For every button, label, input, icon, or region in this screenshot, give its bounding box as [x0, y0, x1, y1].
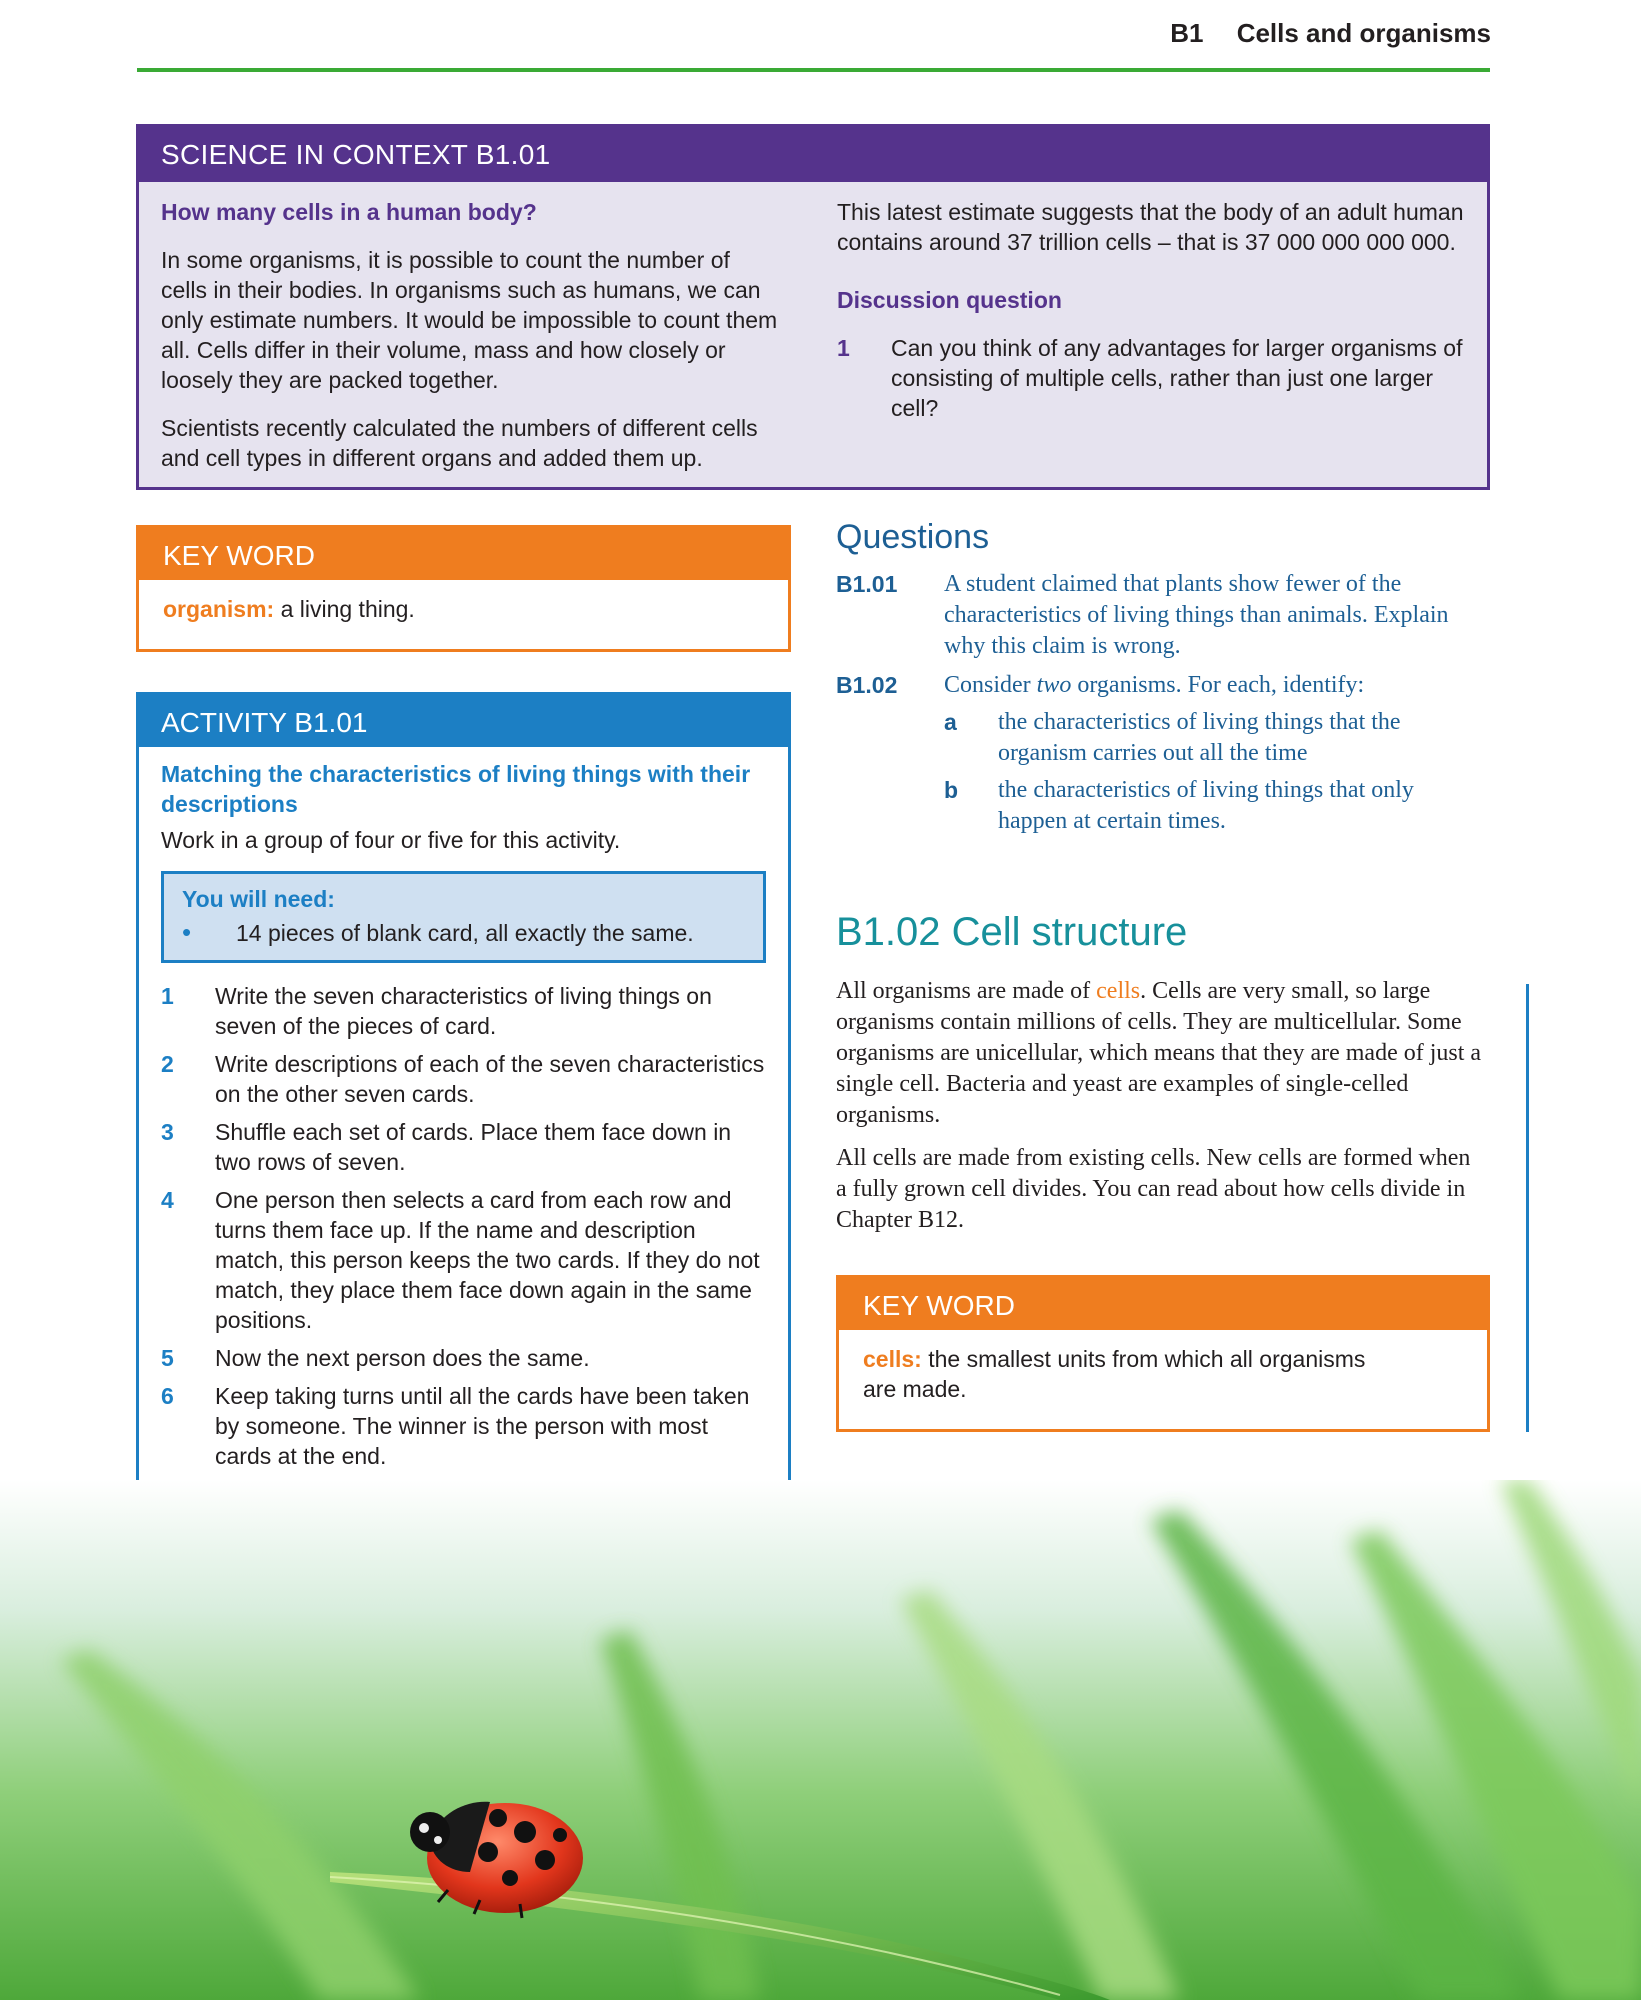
question-part-a [944, 707, 1486, 769]
key-word-definition [839, 1330, 1427, 1418]
you-will-need-text: 14 pieces of blank card, all exactly the same. [236, 920, 694, 946]
activity-step [161, 1343, 766, 1373]
activity-heading: Matching the characteristics of living things with their descriptions [161, 761, 751, 817]
key-word-term: organism: [163, 596, 275, 622]
section-paragraph-1 [836, 976, 1486, 1131]
activity-step [161, 1381, 766, 1471]
science-in-context-title: SCIENCE IN CONTEXT B1.01 [139, 127, 1487, 182]
section-title: B1.02 Cell structure [836, 910, 1188, 954]
question-b1-02 [836, 670, 1486, 701]
bullet-icon: • [182, 917, 192, 947]
activity-step [161, 981, 766, 1041]
science-in-context-left-column [161, 197, 781, 491]
you-will-need-item [182, 918, 745, 948]
paragraph-text: . Cells are very small, so large organisms contain millions of cells. They are multicellular. Some organisms are unicellular, which means that they are made of just a single cell. Bacteria and yeast are examples of single-celled organisms. [836, 978, 1482, 1128]
key-word-box-organism [136, 525, 791, 652]
chapter-code: B1 [1170, 18, 1204, 48]
you-will-need-box [161, 871, 766, 963]
paragraph-text: All organisms are made of [836, 978, 1097, 1004]
key-word-meaning: a living thing. [274, 596, 415, 622]
section-paragraph-2: All cells are made from existing cells. New cells are formed when a fully grown cell divides. You can read about how cells divide in Chapter B12. [836, 1145, 1471, 1233]
step-text: Now the next person does the same. [215, 1345, 590, 1371]
question-b1-01 [836, 569, 1486, 662]
step-text: Write descriptions of each of the seven characteristics on the other seven cards. [215, 1051, 765, 1107]
section-body [836, 976, 1486, 1248]
activity-steps [161, 981, 766, 1471]
question-text [944, 670, 1364, 701]
step-text: Shuffle each set of cards. Place them face down in two rows of seven. [215, 1119, 732, 1175]
key-word-title: KEY WORD [139, 528, 788, 580]
science-in-context-heading: How many cells in a human body? [161, 199, 537, 225]
key-word-title: KEY WORD [839, 1278, 1487, 1330]
activity-intro: Work in a group of four or five for this activity. [161, 827, 621, 853]
running-head [1170, 18, 1491, 49]
activity-step [161, 1185, 766, 1335]
discussion-question [837, 333, 1467, 423]
discussion-number: 1 [837, 335, 850, 361]
question-text-pre: Consider [944, 672, 1037, 698]
step-text: Keep taking turns until all the cards have been taken by someone. The winner is the person with most cards at the end. [215, 1383, 750, 1469]
science-in-context-box [136, 124, 1490, 490]
key-word-box-cells [836, 1275, 1490, 1432]
discussion-text: Can you think of any advantages for larger organisms of consisting of multiple cells, rather than just one larger cell? [891, 335, 1463, 421]
questions-section [836, 518, 1486, 837]
chapter-title: Cells and organisms [1236, 18, 1491, 48]
step-number: 2 [161, 1051, 174, 1077]
step-number: 1 [161, 983, 174, 1009]
question-part-b [944, 775, 1486, 837]
step-number: 4 [161, 1187, 174, 1213]
questions-title: Questions [836, 518, 990, 556]
science-in-context-right-column [837, 197, 1467, 423]
activity-box [136, 692, 791, 1505]
key-term-cells: cells [1096, 978, 1141, 1004]
margin-rule [1526, 984, 1529, 1432]
question-text: A student claimed that plants show fewer of the characteristics of living things than animals. Explain why this claim is wrong. [944, 571, 1449, 659]
science-in-context-paragraph-2: Scientists recently calculated the numbers of different cells and cell types in different organs and added them up. [161, 415, 758, 471]
science-in-context-estimate: This latest estimate suggests that the body of an adult human contains around 37 trillion cells – that is 37 000 000 000 000. [837, 199, 1464, 255]
step-text: One person then selects a card from each row and turns them face up. If the name and description match, this person keeps the two cards. If they do not match, they place them face down again in the same positions. [215, 1187, 760, 1333]
step-text: Write the seven characteristics of living things on seven of the pieces of card. [215, 983, 712, 1039]
question-text-post: organisms. For each, identify: [1071, 672, 1365, 698]
science-in-context-paragraph-1: In some organisms, it is possible to count the number of cells in their bodies. In organisms such as humans, we can only estimate numbers. It would be impossible to count them all. Cells differ in their volume, mass and how closely or loosely they are packed together. [161, 247, 778, 393]
step-number: 6 [161, 1383, 174, 1409]
activity-title: ACTIVITY B1.01 [139, 695, 788, 747]
ladybird-on-grass-photo [0, 1480, 1641, 2000]
question-text-emphasis: two [1036, 672, 1072, 698]
you-will-need-title: You will need: [182, 886, 335, 912]
part-letter: a [944, 709, 957, 735]
part-text: the characteristics of living things that only happen at certain times. [998, 777, 1414, 834]
question-code: B1.01 [836, 571, 898, 597]
step-number: 5 [161, 1345, 174, 1371]
activity-step [161, 1117, 766, 1177]
key-word-definition [139, 580, 788, 638]
question-code: B1.02 [836, 672, 898, 698]
part-letter: b [944, 777, 959, 803]
key-word-term: cells: [863, 1346, 922, 1372]
key-word-meaning: the smallest units from which all organisms are made. [863, 1346, 1366, 1402]
step-number: 3 [161, 1119, 174, 1145]
header-rule [137, 68, 1490, 72]
activity-step [161, 1049, 766, 1109]
part-text: the characteristics of living things that the organism carries out all the time [998, 709, 1401, 766]
discussion-heading: Discussion question [837, 287, 1062, 313]
